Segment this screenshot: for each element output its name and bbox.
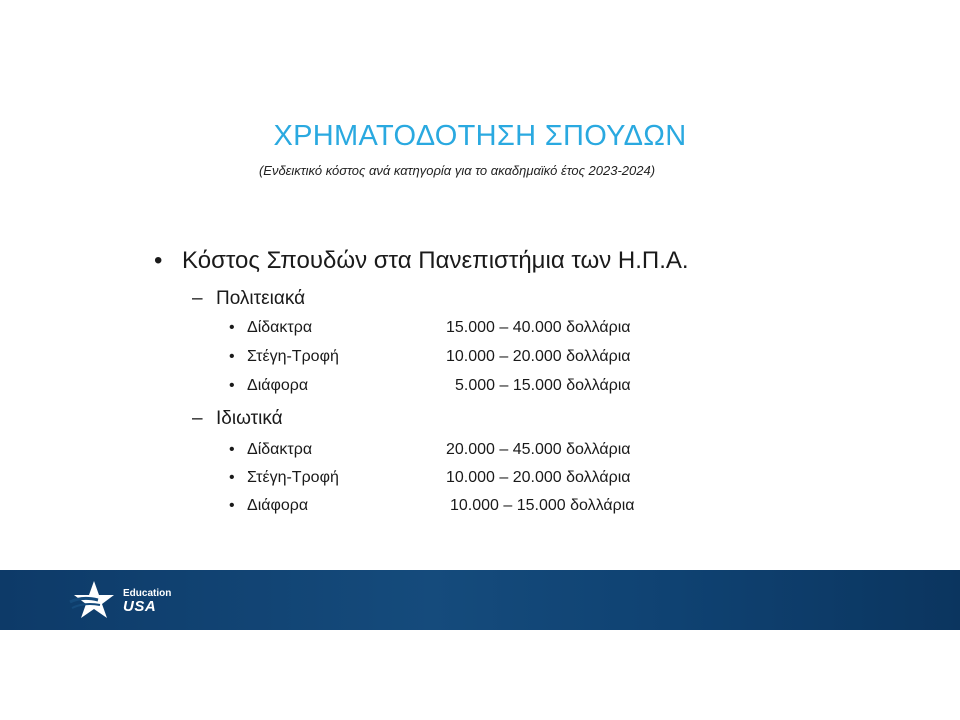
- dash-icon: –: [192, 288, 203, 309]
- bullet-icon: •: [229, 319, 235, 336]
- slide-subtitle: (Ενδεικτικό κόστος ανά κατηγορία για το ακαδημαϊκό έτος 2023-2024): [258, 163, 656, 178]
- bullet-icon: •: [154, 247, 163, 274]
- dash-icon: –: [192, 408, 203, 429]
- bullet-icon: •: [229, 469, 235, 486]
- cost-value: 10.000 – 20.000 δολλάρια: [446, 469, 631, 486]
- section-heading-private: [192, 408, 283, 430]
- cost-value: 10.000 – 20.000 δολλάρια: [446, 348, 631, 365]
- bullet-icon: •: [229, 348, 235, 365]
- cost-label: Δίδακτρα: [247, 441, 313, 458]
- cost-value: 15.000 – 40.000 δολλάρια: [446, 319, 631, 336]
- cost-label: Στέγη-Τροφή: [247, 348, 339, 365]
- star-icon: [68, 580, 120, 620]
- cost-value: 10.000 – 15.000 δολλάρια: [450, 497, 635, 514]
- education-usa-logo: [68, 578, 198, 622]
- list-item: [229, 469, 709, 491]
- cost-value: 5.000 – 15.000 δολλάρια: [455, 377, 631, 394]
- slide-title: ΧΡΗΜΑΤΟΔΟΤΗΣΗ ΣΠΟΥΔΩΝ: [273, 120, 687, 152]
- logo-text-usa: USA: [123, 598, 157, 615]
- list-item: [229, 497, 709, 519]
- list-item: [229, 348, 709, 370]
- main-bullet: [154, 247, 689, 275]
- list-item: [229, 377, 709, 399]
- bullet-icon: •: [229, 441, 235, 458]
- logo-text-education: Education: [123, 588, 172, 599]
- list-item: [229, 441, 709, 463]
- section-heading-text: Ιδιωτικά: [216, 408, 283, 429]
- cost-label: Δίδακτρα: [247, 319, 313, 336]
- cost-value: 20.000 – 45.000 δολλάρια: [446, 441, 631, 458]
- footer-band: [0, 570, 960, 630]
- bullet-icon: •: [229, 377, 235, 394]
- main-bullet-text: Κόστος Σπουδών στα Πανεπιστήμια των Η.Π.Α.: [182, 247, 689, 274]
- cost-label: Στέγη-Τροφή: [247, 469, 339, 486]
- list-item: [229, 319, 709, 341]
- section-heading-text: Πολιτειακά: [216, 288, 306, 309]
- bullet-icon: •: [229, 497, 235, 514]
- section-heading-public: [192, 288, 305, 310]
- cost-label: Διάφορα: [247, 377, 309, 394]
- cost-label: Διάφορα: [247, 497, 309, 514]
